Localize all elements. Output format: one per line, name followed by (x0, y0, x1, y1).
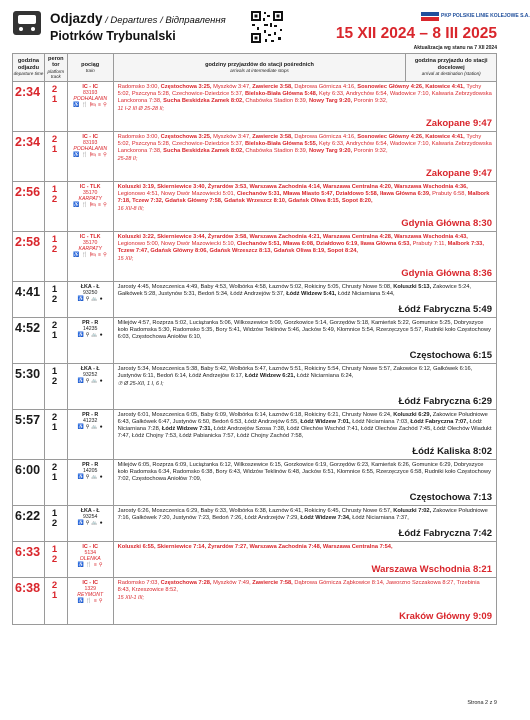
departure-time: 6:33 (13, 542, 45, 577)
departure-time: 4:41 (13, 282, 45, 317)
table-row (13, 410, 496, 460)
service-note: ⑦ Ø 25-XII, 1 I, 6 I; (117, 381, 164, 387)
train-name: KARPATY (78, 196, 102, 203)
train-category: IC - TLK (79, 184, 101, 190)
train-number: 14205 (83, 468, 98, 475)
train-info (68, 232, 114, 281)
train-facilities-icons: ♿ 🍴 ≡ ⚲ (77, 562, 103, 569)
departure-time: 6:38 (13, 578, 45, 624)
track-number: 1 (51, 330, 58, 341)
intermediate-stops: Koluszki 6:55, Skierniewice 7:14, Żyrardów 7:27, Warszawa Zachodnia 7:48, Warszawa Centralna 7:54, (117, 544, 393, 550)
train-category: IC - IC (82, 134, 98, 140)
table-row (13, 364, 496, 410)
intermediate-stops: Jarosty 6:01, Moszczenica 6:05, Baby 6:09, Wolbórka 6:14, Łaznów 6:18, Rokiciny 6:21, Chrusty Nowe 6:24, Koluszki 6:29, Zakowice Południowe 6:43, Gałkówek 6:47, Justynów 6:50, Bedoń 6:53, Łódź Andrzejów 6:55, Łódź Widzew 7:01, Łódź Niciarniana 7:03, Łódź Fabryczna 7:07, Łódź Niciarniana 7:28, Łódź Widzew 7:31, Łódź Andrzejów Szosa 7:38, Łódź Olechów Wschód 7:41, Łódź Olechów Zachód 7:45, Łódź Olechów Wiadukt 7:47, Łódź Chojny 7:53, Łódź Pabianicka 7:57, Łódź Chojny Zachód 7:58, (117, 412, 492, 439)
departure-time: 6:00 (13, 460, 45, 505)
train-category: ŁKA - Ł (80, 284, 100, 290)
platform-track (45, 460, 68, 505)
route-cell (114, 318, 496, 363)
destination-arrival: Łódź Fabryczna 5:49 (398, 304, 492, 315)
train-facilities-icons: ♿ 🍴 🛏 ≡ ⚲ (73, 252, 108, 259)
train-number: 5134 (84, 550, 96, 557)
destination-arrival: Zakopane 9:47 (426, 118, 492, 129)
destination-arrival: Gdynia Główna 8:30 (401, 218, 492, 229)
departure-time: 2:58 (13, 232, 45, 281)
validity-dates: 15 XII 2024 – 8 III 2025 (335, 25, 497, 42)
platform-number: 1 (51, 544, 58, 555)
carrier-logo: PKP POLSKIE LINIE KOLEJOWE S.A. (421, 10, 497, 24)
update-note: Aktualizacja wg stanu na 7 XII 2024 (413, 45, 497, 51)
route-cell (114, 132, 496, 181)
table-row (13, 132, 496, 182)
col-platform: peron tor platform track (45, 54, 68, 81)
platform-number: 2 (51, 84, 58, 95)
train-facilities-icons: ♿ ⚲ 🚲 ● (77, 474, 103, 481)
track-number: 1 (51, 472, 58, 483)
track-number: 2 (51, 194, 58, 205)
service-note: 16 XII-8 III; (117, 206, 144, 212)
table-row (13, 318, 496, 364)
departure-time: 6:22 (13, 506, 45, 541)
train-facilities-icons: ♿ 🍴 🛏 ≡ ⚲ (73, 202, 108, 209)
track-number: 1 (51, 94, 58, 105)
train-info (68, 82, 114, 131)
table-row (13, 460, 496, 506)
intermediate-stops: Milejów 6:05, Rozprza 6:09, Luciążanka 6:12, Wilkoszewice 6:15, Gorzkowice 6:19, Gorzędów 6:23, Kamieńsk 6:26, Gomunice 6:29, Dobryszyce koło Radomska 6:34, Radomsko 6:38, Bory 6:43, Widzów Teklinów 6:48, Jacków 6:51, Kłomnice 6:55, Rzerzęczyce 6:58, Rudniki koło Częstochowy 7:02, Częstochowa Aniołów 7:09, (117, 462, 491, 482)
train-info (68, 132, 114, 181)
intermediate-stops: Koluszki 3:22, Skierniewice 3:44, Żyrardów 3:58, Warszawa Zachodnia 4:21, Warszawa Centralna 4:28, Warszawa Wschodnia 4:43, Legionowo 5:00, Nowy Dwór Mazowiecki 5:10, Ciechanów 5:51, Mława 6:08, Działdowo 6:19, Iława Główna 6:53, Prabuty 7:11, Malbork 7:33, Tczew 7:47, Gdańsk Główny 8:06, Gdańsk Wrzeszcz 8:13, Gdańsk Oliwa 8:19, Sopot 8:24, (117, 234, 484, 254)
train-facilities-icons: ♿ 🍴 🛏 ≡ ⚲ (73, 152, 108, 159)
page-title: Odjazdy / Departures / Відправлення (50, 11, 226, 26)
qr-code-icon (250, 10, 284, 44)
train-info (68, 542, 114, 577)
destination-arrival: Częstochowa 6:15 (409, 350, 492, 361)
route-cell (114, 410, 496, 459)
train-number: 93250 (83, 290, 98, 297)
destination-arrival: Gdynia Główna 8:36 (401, 268, 492, 279)
train-name: OLENKA (79, 556, 101, 563)
train-info (68, 578, 114, 624)
track-number: 2 (51, 244, 58, 255)
train-info (68, 364, 114, 409)
track-number: 1 (51, 422, 58, 433)
train-number: 14235 (83, 326, 98, 333)
col-destination: godzina przyjazdu do stacji docelowej arrival at destination (station) (414, 58, 488, 77)
destination-arrival: Warszawa Wschodnia 8:21 (371, 564, 492, 575)
platform-track (45, 506, 68, 541)
route-cell (114, 232, 496, 281)
train-number: 1329 (84, 586, 96, 593)
train-number: 35170 (83, 240, 98, 247)
table-row (13, 182, 496, 232)
platform-number: 2 (51, 320, 58, 331)
platform-track (45, 578, 68, 624)
intermediate-stops: Radomsko 3:00, Częstochowa 3:25, Myszków 3:47, Zawiercie 3:58, Dąbrowa Górnicza 4:16, Sosnowiec Główny 4:26, Katowice 4:41, Tychy 5:02, Pszczyna 5:28, Czechowice-Dziedzice 5:37, Bielsko-Biała Główna 5:48, Kęty 6:33, Andrychów 6:54, Wadowice 7:10, Kalwaria Zebrzydowska Lanckorona 7:38, Sucha Beskidzka Zamek 8:02, Chabówka Stadion 8:39, Nowy Targ 9:20, Poronin 9:32, (117, 84, 492, 104)
track-number: 1 (51, 590, 58, 601)
train-number: 93252 (83, 372, 98, 379)
track-number: 2 (51, 518, 58, 529)
platform-track (45, 410, 68, 459)
track-number: 2 (51, 376, 58, 387)
train-name: PODHALANIN (73, 96, 108, 103)
service-note: 25-28 II; (117, 156, 138, 162)
table-row (13, 232, 496, 282)
train-facilities-icons: ♿ ⚲ 🚲 ● (77, 378, 103, 385)
train-info (68, 460, 114, 505)
destination-arrival: Łódź Kaliska 8:02 (412, 446, 492, 457)
pkp-logo-icon (421, 12, 439, 21)
col-intermediate: godziny przyjazdów do stacji pośrednich arrivals at intermediate stops (114, 54, 407, 81)
platform-track (45, 132, 68, 181)
platform-number: 2 (51, 462, 58, 473)
route-cell (114, 364, 496, 409)
station-name: Piotrków Trybunalski (50, 29, 176, 43)
route-cell (114, 460, 496, 505)
train-category: IC - IC (82, 84, 98, 90)
train-category: ŁKA - Ł (80, 366, 100, 372)
table-row (13, 506, 496, 542)
departure-time: 2:34 (13, 82, 45, 131)
train-facilities-icons: ♿ ⚲ 🚲 ● (77, 296, 103, 303)
train-name: REYMONT (77, 592, 104, 599)
intermediate-stops: Radomsko 3:00, Częstochowa 3:25, Myszków 3:47, Zawiercie 3:58, Dąbrowa Górnicza 4:16, Sosnowiec Główny 4:26, Katowice 4:41, Tychy 5:02, Pszczyna 5:28, Czechowice-Dziedzice 5:37, Bielsko-Biała Główna 5:55, Kęty 6:33, Andrychów 6:54, Wadowice 7:10, Kalwaria Zebrzydowska Lanckorona 7:38, Sucha Beskidzka Zamek 8:02, Chabówka Stadion 8:39, Nowy Targ 9:20, Poronin 9:32, (117, 134, 492, 154)
table-row (13, 542, 496, 578)
train-number: 83193 (83, 140, 98, 147)
platform-track (45, 282, 68, 317)
platform-track (45, 232, 68, 281)
intermediate-stops: Radomsko 7:03, Częstochowa 7:28, Myszków 7:49, Zawiercie 7:58, Dąbrowa Górnicza Ząbkowice 8:14, Jaworzno Szczakowa 8:27, Trzebinia 8:43, Krzeszowice 8:52, (117, 580, 480, 593)
departure-time: 2:56 (13, 182, 45, 231)
train-number: 93254 (83, 514, 98, 521)
train-facilities-icons: ♿ 🍴 🛏 ≡ ⚲ (73, 102, 108, 109)
train-name: KARPATY (78, 246, 102, 253)
departure-time: 4:52 (13, 318, 45, 363)
platform-number: 2 (51, 580, 58, 591)
platform-track (45, 82, 68, 131)
intermediate-stops: Milejów 4:57, Rozprza 5:02, Luciążanka 5:06, Wilkoszewice 5:09, Gorzkowice 5:14, Gorzędów 5:18, Kamieńsk 5:22, Gomunice 5:25, Dobryszyce koło Radomska 5:30, Radomsko 5:35, Bory 5:41, Widzów Teklinów 5:46, Jacków 5:49, Kłomnice 5:54, Rzerzęczyce 5:57, Rudniki koło Częstochowy 6:03, Częstochowa Aniołów 6:10, (117, 320, 491, 340)
train-info (68, 182, 114, 231)
train-facilities-icons: ♿ ⚲ 🚲 ● (77, 424, 103, 431)
platform-number: 2 (51, 412, 58, 423)
route-cell (114, 282, 496, 317)
service-note: 11 I-2 III Ø 25-28 II; (117, 106, 164, 112)
train-number: 35170 (83, 190, 98, 197)
table-row (13, 82, 496, 132)
table-row (13, 282, 496, 318)
table-body (13, 82, 496, 624)
destination-arrival: Łódź Fabryczna 6:29 (398, 396, 492, 407)
platform-number: 1 (51, 184, 58, 195)
platform-number: 1 (51, 508, 58, 519)
train-category: PR - R (82, 320, 99, 326)
col-departure-time: godzina odjazdu departure time (13, 54, 45, 81)
departure-time: 5:30 (13, 364, 45, 409)
route-cell (114, 542, 496, 577)
service-note: 15 XII; (117, 256, 134, 262)
platform-number: 1 (51, 234, 58, 245)
train-info (68, 410, 114, 459)
train-category: IC - IC (82, 544, 98, 550)
train-number: 41232 (83, 418, 98, 425)
train-facilities-icons: ♿ ⚲ 🚲 ● (77, 520, 103, 527)
train-info (68, 318, 114, 363)
destination-arrival: Łódź Fabryczna 7:42 (398, 528, 492, 539)
departure-time: 2:34 (13, 132, 45, 181)
platform-number: 1 (51, 366, 58, 377)
train-info (68, 506, 114, 541)
route-cell (114, 82, 496, 131)
train-category: PR - R (82, 412, 99, 418)
track-number: 1 (51, 144, 58, 155)
route-cell (114, 578, 496, 624)
platform-number: 1 (51, 284, 58, 295)
intermediate-stops: Jarosty 4:45, Moszczenica 4:49, Baby 4:53, Wolbórka 4:58, Łaznów 5:02, Rokiciny 5:05, Chrusty Nowe 5:08, Koluszki 5:13, Zakowice 5:24, Gałkówek 5:28, Justynów 5:31, Bedoń 5:34, Łódź Andrzejów 5:37, Łódź Widzew 5:41, Łódź Niciarniana 5:44, (117, 284, 472, 297)
track-number: 2 (51, 554, 58, 565)
train-info (68, 282, 114, 317)
train-facilities-icons: ♿ ⚲ 🚲 ● (77, 332, 103, 339)
destination-arrival: Częstochowa 7:13 (409, 492, 492, 503)
train-category: IC - IC (82, 580, 98, 586)
destination-arrival: Kraków Główny 9:09 (399, 611, 492, 622)
departure-time: 5:57 (13, 410, 45, 459)
platform-track (45, 542, 68, 577)
platform-number: 2 (51, 134, 58, 145)
intermediate-stops: Jarosty 6:26, Moszczenica 6:29, Baby 6:33, Wolbórka 6:38, Łaznów 6:41, Rokiciny 6:45, Chrusty Nowe 6:57, Koluszki 7:02, Zakowice Południowe 7:16, Gałkówek 7:20, Justynów 7:23, Bedoń 7:26, Łódź Andrzejów 7:29, Łódź Widzew 7:34, Łódź Niciarniana 7:37, (117, 508, 488, 521)
intermediate-stops: Koluszki 3:19, Skierniewice 3:40, Żyrardów 3:53, Warszawa Zachodnia 4:14, Warszawa Centralna 4:20, Warszawa Wschodnia 4:36, Legionowo 4:51, Nowy Dwór Mazowiecki 5:01, Ciechanów 5:31, Mława Miasto 5:47, Działdowo 5:58, Iława Główna 6:39, Prabuty 6:58, Malbork 7:18, Tczew 7:32, Gdańsk Główny 7:58, Gdańsk Wrzeszcz 8:10, Gdańsk Oliwa 8:15, Sopot 8:20, (117, 184, 490, 204)
platform-track (45, 318, 68, 363)
platform-track (45, 364, 68, 409)
train-category: IC - TLK (79, 234, 101, 240)
table-header (13, 54, 496, 82)
departures-table (12, 53, 497, 625)
route-cell (114, 506, 496, 541)
destination-arrival: Zakopane 9:47 (426, 168, 492, 179)
route-cell (114, 182, 496, 231)
intermediate-stops: Jarosty 5:34, Moszczenica 5:38, Baby 5:42, Wolbórka 5:47, Łaznów 5:51, Rokiciny 5:54, Chrusty Nowe 5:57, Zakowice 6:12, Gałkówek 6:16, Justynów 6:11, Bedoń 6:14, Łódź Andrzejów 6:17, Łódź Widzew 6:21, Łódź Niciarniana 6:24, (117, 366, 473, 379)
page-number: Strona 2 z 9 (467, 700, 497, 706)
table-row (13, 578, 496, 624)
train-number: 83193 (83, 90, 98, 97)
service-note: 15 XII-1 III; (117, 595, 144, 601)
train-category: PR - R (82, 462, 99, 468)
platform-track (45, 182, 68, 231)
train-category: ŁKA - Ł (80, 508, 100, 514)
track-number: 2 (51, 294, 58, 305)
train-icon (12, 10, 42, 36)
train-name: PODHALANIN (73, 146, 108, 153)
col-train: pociąg train (68, 54, 114, 81)
train-facilities-icons: ♿ 🍴 ≡ ⚲ (77, 598, 103, 605)
